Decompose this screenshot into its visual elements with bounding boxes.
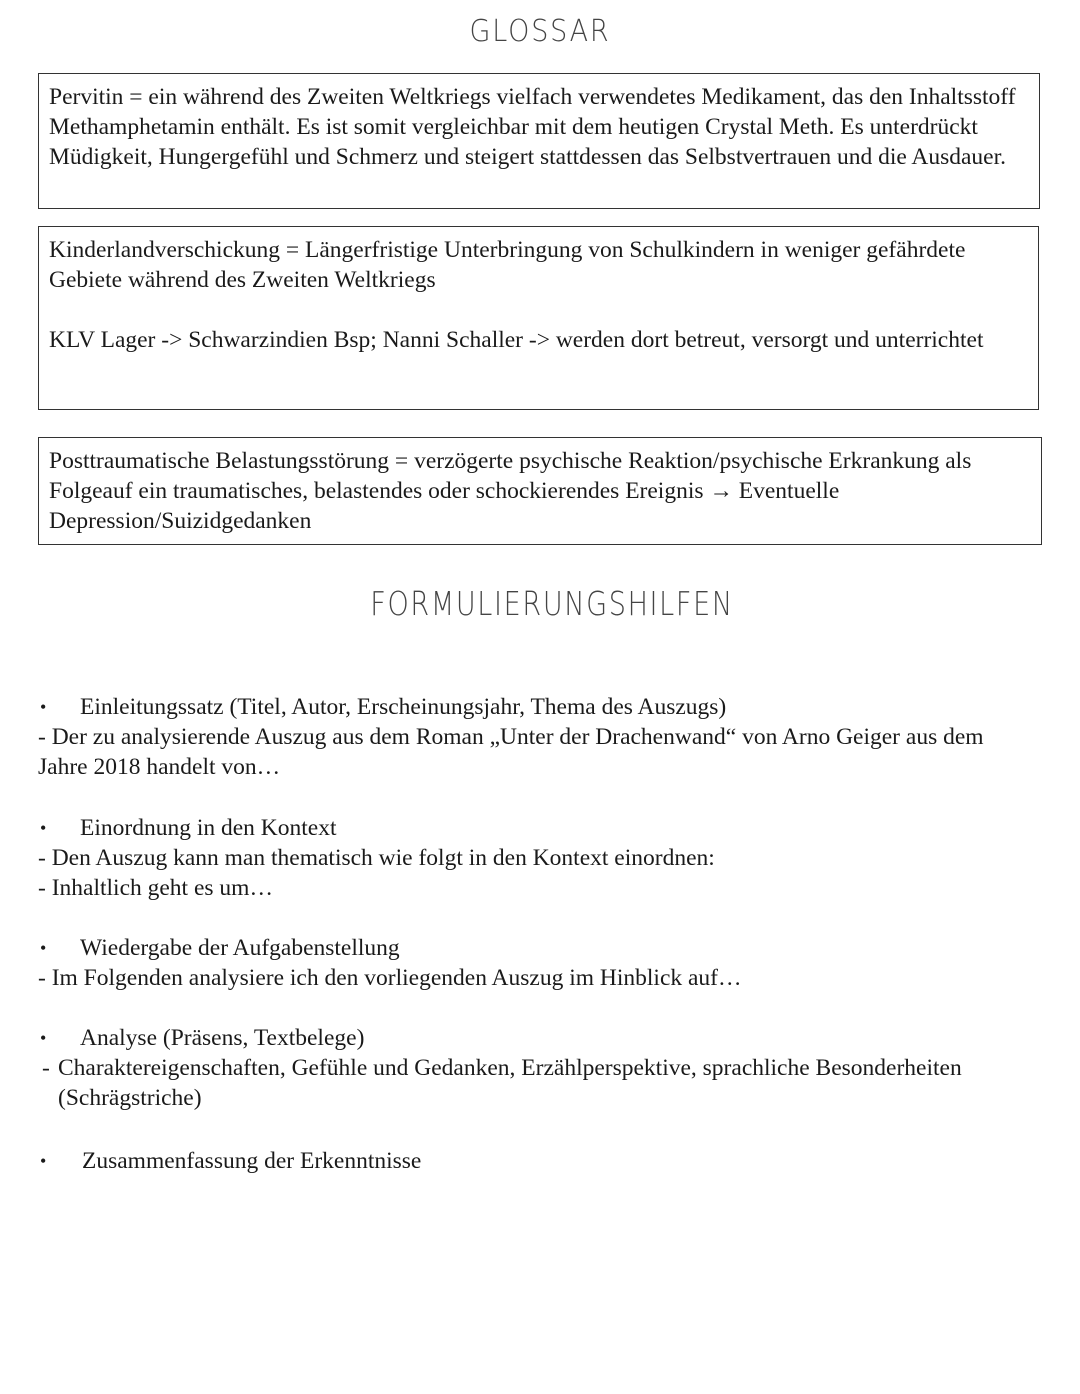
- section-wiedergabe: [38, 933, 1038, 993]
- analyse-line: Charaktereigenschaften, Gefühle und Gedanken, Erzählperspektive, sprachliche Besonderheiten (Schrägstriche): [58, 1055, 962, 1111]
- ptbs-definition: Posttraumatische Belastungsstörung = verzögerte psychische Reaktion/psychische Erkrankung als Folgeauf ein traumatisches, belastendes oder schockierendes Ereignis → Eventuelle Depression/Suizidgedanken: [49, 448, 972, 534]
- klv-note: KLV Lager -> Schwarzindien Bsp; Nanni Schaller -> werden dort betreut, versorgt und unterrichtet: [49, 327, 984, 353]
- glossary-box-ptbs: [38, 437, 1042, 545]
- bullet-icon: •: [40, 818, 47, 838]
- section-analyse: [38, 1023, 1038, 1113]
- analyse-title: Analyse (Präsens, Textbelege): [80, 1025, 365, 1051]
- einleitung-title: Einleitungssatz (Titel, Autor, Erscheinungsjahr, Thema des Auszugs): [80, 694, 727, 720]
- wiedergabe-title: Wiedergabe der Aufgabenstellung: [80, 935, 400, 961]
- formulierungshilfen-heading: FORMULIERUNGSHILFEN: [370, 584, 734, 623]
- bullet-icon: •: [40, 1151, 47, 1171]
- analyse-dash: -: [42, 1055, 50, 1081]
- wiedergabe-line: - Im Folgenden analysiere ich den vorliegenden Auszug im Hinblick auf…: [38, 965, 742, 991]
- einordnung-line-1: - Den Auszug kann man thematisch wie folgt in den Kontext einordnen:: [38, 845, 715, 871]
- glossar-heading: GLOSSAR: [469, 14, 611, 49]
- klv-definition: Kinderlandverschickung = Längerfristige Unterbringung von Schulkindern in weniger gefährdete Gebiete während des Zweiten Weltkriegs: [49, 237, 966, 293]
- bullet-icon: •: [40, 697, 47, 717]
- bullet-icon: •: [40, 1028, 47, 1048]
- pervitin-definition: Pervitin = ein während des Zweiten Weltkriegs vielfach verwendetes Medikament, das den Inhaltsstoff Methamphetamin enthält. Es ist somit vergleichbar mit dem heutigen Crystal Meth. Es unterdrückt Müdigkeit, Hungergefühl und Schmerz und steigert stattdessen das Selbstvertrauen und die Ausdauer.: [49, 84, 1016, 170]
- glossary-box-pervitin: [38, 73, 1040, 209]
- einleitung-line: - Der zu analysierende Auszug aus dem Roman „Unter der Drachenwand“ von Arno Geiger aus dem Jahre 2018 handelt von…: [38, 724, 984, 780]
- zusammenfassung-title: Zusammenfassung der Erkenntnisse: [82, 1148, 422, 1174]
- einordnung-title: Einordnung in den Kontext: [80, 815, 337, 841]
- glossary-box-kinderlandverschickung: [38, 226, 1039, 410]
- einordnung-line-2: - Inhaltlich geht es um…: [38, 875, 273, 901]
- section-einleitung: [38, 692, 1038, 782]
- section-einordnung: [38, 813, 1038, 903]
- bullet-icon: •: [40, 938, 47, 958]
- section-zusammenfassung: [38, 1146, 1038, 1176]
